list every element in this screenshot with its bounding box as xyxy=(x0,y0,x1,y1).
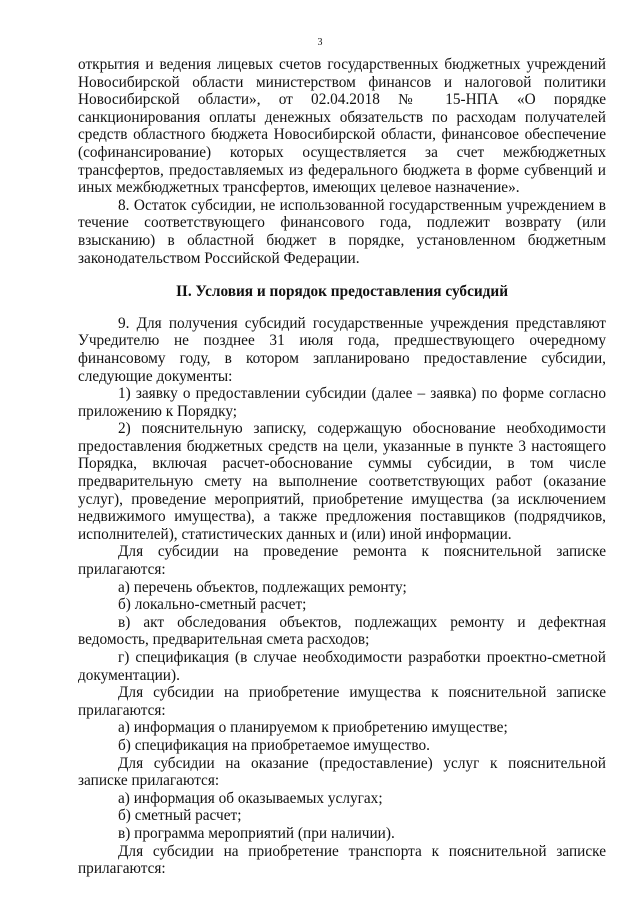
paragraph: Для субсидии на приобретение имущества к пояснительной записке прилагаются: xyxy=(78,684,606,719)
list-item: 1) заявку о предоставлении субсидии (далее – заявка) по форме согласно приложению к Порядку; xyxy=(78,385,606,420)
list-item: а) информация о планируемом к приобретению имуществе; xyxy=(118,719,508,737)
paragraph-item-8: 8. Остаток субсидии, не использованной государственным учреждением в течение соответствующего финансового года, подлежит возврату (или взысканию) в областной бюджет в порядке, установленном бюджетным законодательством Российской Федерации. xyxy=(78,196,606,267)
paragraph: Для субсидии на оказание (предоставление) услуг к пояснительной записке прилагаются: xyxy=(78,754,606,790)
paragraph-continuation: открытия и ведения лицевых счетов государственных бюджетных учреждений Новосибирской области министерством финансов и налоговой политики Новосибирской области», от 02.04.2018 № 15-НПА «О порядке санкционирования оплаты денежных обязательств по расходам получателей средств областного бюджета Новосибирской области, финансовое обеспечение (софинансирование) которых осуществляется за счет межбюджетных трансфертов, предоставляемых из федерального бюджета в форме субвенций и иных межбюджетных трансфертов, имеющих целевое назначение». xyxy=(78,56,606,197)
list-item: г) спецификация (в случае необходимости разработки проектно-сметной документации). xyxy=(78,649,606,684)
list-item: а) информация об оказываемых услугах; xyxy=(118,789,383,807)
list-item: в) акт обследования объектов, подлежащих ремонту и дефектная ведомость, предварительная смета расходов; xyxy=(78,613,606,649)
list-item: а) перечень объектов, подлежащих ремонту; xyxy=(118,578,407,596)
list-item: б) сметный расчет; xyxy=(118,807,242,825)
list-item: 2) пояснительную записку, содержащую обоснование необходимости предоставления бюджетных средств на цели, указанные в пункте 3 настоящего Порядка, включая расчет-обоснование суммы субсидии, в том числе предварительную смету на выполнение соответствующих работ (оказание услуг), проведение мероприятий, приобретение имущества (за исключением недвижимого имущества), а также предложения поставщиков (подрядчиков, исполнителей), статистических данных и (или) иной информации. xyxy=(78,420,606,543)
list-item: б) спецификация на приобретаемое имущество. xyxy=(118,736,430,754)
page-number: 3 xyxy=(317,37,323,48)
list-item: б) локально-сметный расчет; xyxy=(118,596,307,614)
paragraph: Для субсидии на проведение ремонта к пояснительной записке прилагаются: xyxy=(78,543,606,579)
paragraph-item-9: 9. Для получения субсидий государственные учреждения представляют Учредителю не позднее 31 июля года, предшествующего очередному финансовому году, в котором запланировано предоставление субсидии, следующие документы: xyxy=(78,314,606,385)
section-title: II. Условия и порядок предоставления субсидий xyxy=(175,283,509,301)
list-item: в) программа мероприятий (при наличии). xyxy=(118,824,395,842)
paragraph: Для субсидии на приобретение транспорта к пояснительной записке прилагаются: xyxy=(78,842,606,878)
document-body xyxy=(78,56,606,878)
